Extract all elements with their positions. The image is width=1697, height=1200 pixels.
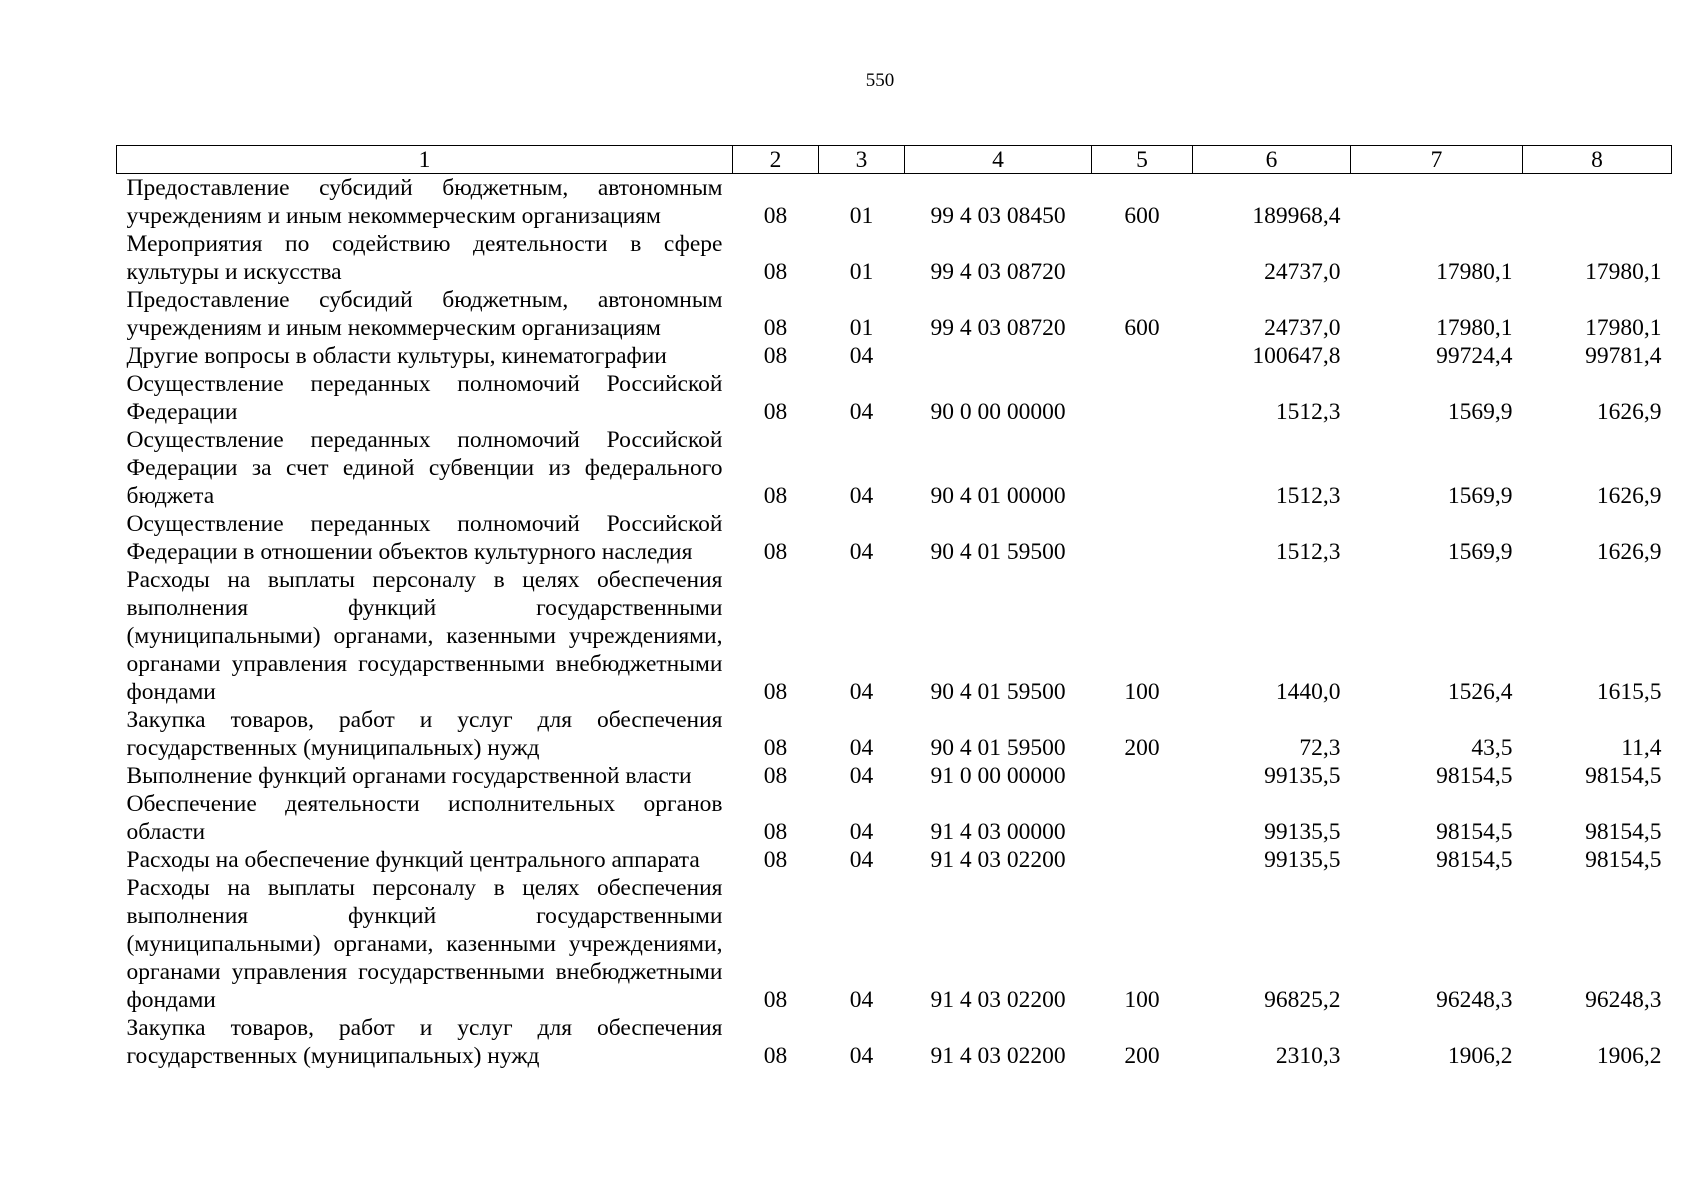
row-amount-col7: 1569,9 <box>1447 539 1513 565</box>
row-name: Другие вопросы в области культуры, кинематографии <box>126 343 667 369</box>
row-amount-col7: 98154,5 <box>1436 763 1513 789</box>
budget-table <box>116 145 1672 1070</box>
row-amount-col7: 96248,3 <box>1436 987 1513 1013</box>
table-row <box>117 706 1672 762</box>
row-amount-col7: 98154,5 <box>1436 847 1513 873</box>
table-row <box>117 342 1672 370</box>
row-target-article: 90 4 01 00000 <box>930 483 1066 509</box>
row-amount-col6: 72,3 <box>1299 735 1341 761</box>
table-row <box>117 1014 1672 1070</box>
row-expense-type: 200 <box>1124 735 1160 761</box>
row-target-article: 90 4 01 59500 <box>930 539 1066 565</box>
row-amount-col6: 99135,5 <box>1264 763 1341 789</box>
row-expense-type <box>1092 846 1193 874</box>
col-header: 6 <box>1193 146 1351 174</box>
row-expense-type <box>1092 230 1193 286</box>
row-subsection: 04 <box>849 483 874 509</box>
row-subsection: 04 <box>849 735 874 761</box>
row-subsection: 04 <box>849 399 874 425</box>
row-target-article: 90 4 01 59500 <box>930 679 1066 705</box>
row-subsection: 04 <box>849 847 874 873</box>
row-subsection: 04 <box>849 679 874 705</box>
row-amount-col6: 1512,3 <box>1275 399 1341 425</box>
row-amount-col7: 17980,1 <box>1436 315 1513 341</box>
table-row <box>117 370 1672 426</box>
row-expense-type: 600 <box>1124 315 1160 341</box>
row-amount-col8: 17980,1 <box>1585 259 1662 285</box>
row-name: Закупка товаров, работ и услуг для обеспечения государственных (муниципальных) нужд <box>126 1015 723 1069</box>
row-section: 08 <box>763 539 788 565</box>
row-amount-col7: 98154,5 <box>1436 819 1513 845</box>
row-section: 08 <box>763 483 788 509</box>
row-amount-col6: 100647,8 <box>1252 343 1341 369</box>
row-amount-col6: 2310,3 <box>1275 1043 1341 1069</box>
row-name: Расходы на выплаты персоналу в целях обеспечения выполнения функций государственными (муниципальными) органами, казенными учреждениями, органами управления государственными внебюджетными фондами <box>126 875 723 1013</box>
row-subsection: 01 <box>849 259 874 285</box>
col-header: 3 <box>819 146 905 174</box>
row-amount-col8: 98154,5 <box>1585 819 1662 845</box>
row-amount-col7: 1569,9 <box>1447 399 1513 425</box>
row-amount-col8: 17980,1 <box>1585 315 1662 341</box>
row-expense-type <box>1092 370 1193 426</box>
row-amount-col6: 99135,5 <box>1264 819 1341 845</box>
row-subsection: 01 <box>849 315 874 341</box>
row-amount-col8 <box>1523 174 1672 231</box>
row-subsection: 04 <box>849 539 874 565</box>
row-target-article: 91 4 03 00000 <box>930 819 1066 845</box>
row-section: 08 <box>763 679 788 705</box>
row-amount-col6: 24737,0 <box>1264 259 1341 285</box>
row-amount-col8: 11,4 <box>1621 735 1662 761</box>
row-expense-type: 200 <box>1124 1043 1160 1069</box>
row-target-article: 91 4 03 02200 <box>930 847 1066 873</box>
row-section: 08 <box>763 987 788 1013</box>
row-amount-col8: 98154,5 <box>1585 847 1662 873</box>
table-row <box>117 874 1672 1014</box>
row-name: Мероприятия по содействию деятельности в сфере культуры и искусства <box>126 231 723 285</box>
row-amount-col8: 1626,9 <box>1596 539 1662 565</box>
row-amount-col7: 43,5 <box>1471 735 1513 761</box>
row-amount-col6: 96825,2 <box>1264 987 1341 1013</box>
table-row <box>117 762 1672 790</box>
table-row <box>117 426 1672 510</box>
col-header: 5 <box>1092 146 1193 174</box>
row-subsection: 04 <box>849 343 874 369</box>
row-target-article: 99 4 03 08720 <box>930 315 1066 341</box>
row-section: 08 <box>763 847 788 873</box>
row-section: 08 <box>763 819 788 845</box>
row-amount-col8: 1906,2 <box>1596 1043 1662 1069</box>
table-row <box>117 286 1672 342</box>
row-subsection: 04 <box>849 987 874 1013</box>
row-section: 08 <box>763 735 788 761</box>
row-expense-type <box>1092 342 1193 370</box>
row-section: 08 <box>763 315 788 341</box>
row-name: Предоставление субсидий бюджетным, автономным учреждениям и иным некоммерческим организациям <box>126 175 723 229</box>
row-amount-col8: 99781,4 <box>1585 343 1662 369</box>
table-row <box>117 230 1672 286</box>
row-subsection: 04 <box>849 1043 874 1069</box>
row-amount-col6: 1512,3 <box>1275 483 1341 509</box>
table-row <box>117 510 1672 566</box>
row-expense-type: 600 <box>1124 203 1160 229</box>
row-subsection: 04 <box>849 763 874 789</box>
row-amount-col7: 17980,1 <box>1436 259 1513 285</box>
row-amount-col6: 24737,0 <box>1264 315 1341 341</box>
row-section: 08 <box>763 203 788 229</box>
row-amount-col8: 1626,9 <box>1596 483 1662 509</box>
row-amount-col7: 1526,4 <box>1447 679 1513 705</box>
row-section: 08 <box>763 399 788 425</box>
row-subsection: 04 <box>849 819 874 845</box>
row-target-article: 91 0 00 00000 <box>930 763 1066 789</box>
row-target-article <box>905 342 1092 370</box>
row-name: Расходы на выплаты персоналу в целях обеспечения выполнения функций государственными (муниципальными) органами, казенными учреждениями, органами управления государственными внебюджетными фондами <box>126 567 723 705</box>
row-expense-type: 100 <box>1124 679 1160 705</box>
row-amount-col7 <box>1351 174 1523 231</box>
row-expense-type <box>1092 790 1193 846</box>
row-name: Осуществление переданных полномочий Российской Федерации в отношении объектов культурного наследия <box>126 511 723 565</box>
col-header: 7 <box>1351 146 1523 174</box>
col-header: 2 <box>733 146 819 174</box>
row-amount-col7: 99724,4 <box>1436 343 1513 369</box>
row-amount-col6: 99135,5 <box>1264 847 1341 873</box>
row-name: Осуществление переданных полномочий Российской Федерации за счет единой субвенции из федерального бюджета <box>126 427 723 509</box>
row-amount-col8: 98154,5 <box>1585 763 1662 789</box>
row-section: 08 <box>763 1043 788 1069</box>
row-name: Выполнение функций органами государственной власти <box>126 763 692 789</box>
row-target-article: 91 4 03 02200 <box>930 987 1066 1013</box>
row-section: 08 <box>763 259 788 285</box>
table-row <box>117 790 1672 846</box>
row-target-article: 90 0 00 00000 <box>930 399 1066 425</box>
row-expense-type <box>1092 762 1193 790</box>
row-target-article: 90 4 01 59500 <box>930 735 1066 761</box>
row-subsection: 01 <box>849 203 874 229</box>
col-header: 1 <box>117 146 733 174</box>
row-amount-col6: 1440,0 <box>1275 679 1341 705</box>
row-name: Предоставление субсидий бюджетным, автономным учреждениям и иным некоммерческим организациям <box>126 287 723 341</box>
table-row <box>117 566 1672 706</box>
row-amount-col6: 189968,4 <box>1252 203 1341 229</box>
row-amount-col6: 1512,3 <box>1275 539 1341 565</box>
col-header: 8 <box>1523 146 1672 174</box>
row-name: Обеспечение деятельности исполнительных органов области <box>126 791 723 845</box>
row-amount-col8: 1615,5 <box>1596 679 1662 705</box>
table-row <box>117 846 1672 874</box>
row-amount-col7: 1569,9 <box>1447 483 1513 509</box>
row-amount-col7: 1906,2 <box>1447 1043 1513 1069</box>
row-section: 08 <box>763 343 788 369</box>
page-number: 550 <box>865 70 895 91</box>
header-row <box>117 146 1672 174</box>
row-amount-col8: 96248,3 <box>1585 987 1662 1013</box>
row-name: Расходы на обеспечение функций центрального аппарата <box>126 847 700 873</box>
col-header: 4 <box>905 146 1092 174</box>
row-name: Осуществление переданных полномочий Российской Федерации <box>126 371 723 425</box>
row-expense-type <box>1092 510 1193 566</box>
row-target-article: 99 4 03 08720 <box>930 259 1066 285</box>
row-name: Закупка товаров, работ и услуг для обеспечения государственных (муниципальных) нужд <box>126 707 723 761</box>
table-row <box>117 174 1672 231</box>
row-target-article: 91 4 03 02200 <box>930 1043 1066 1069</box>
row-expense-type <box>1092 426 1193 510</box>
row-section: 08 <box>763 763 788 789</box>
row-target-article: 99 4 03 08450 <box>930 203 1066 229</box>
row-amount-col8: 1626,9 <box>1596 399 1662 425</box>
row-expense-type: 100 <box>1124 987 1160 1013</box>
